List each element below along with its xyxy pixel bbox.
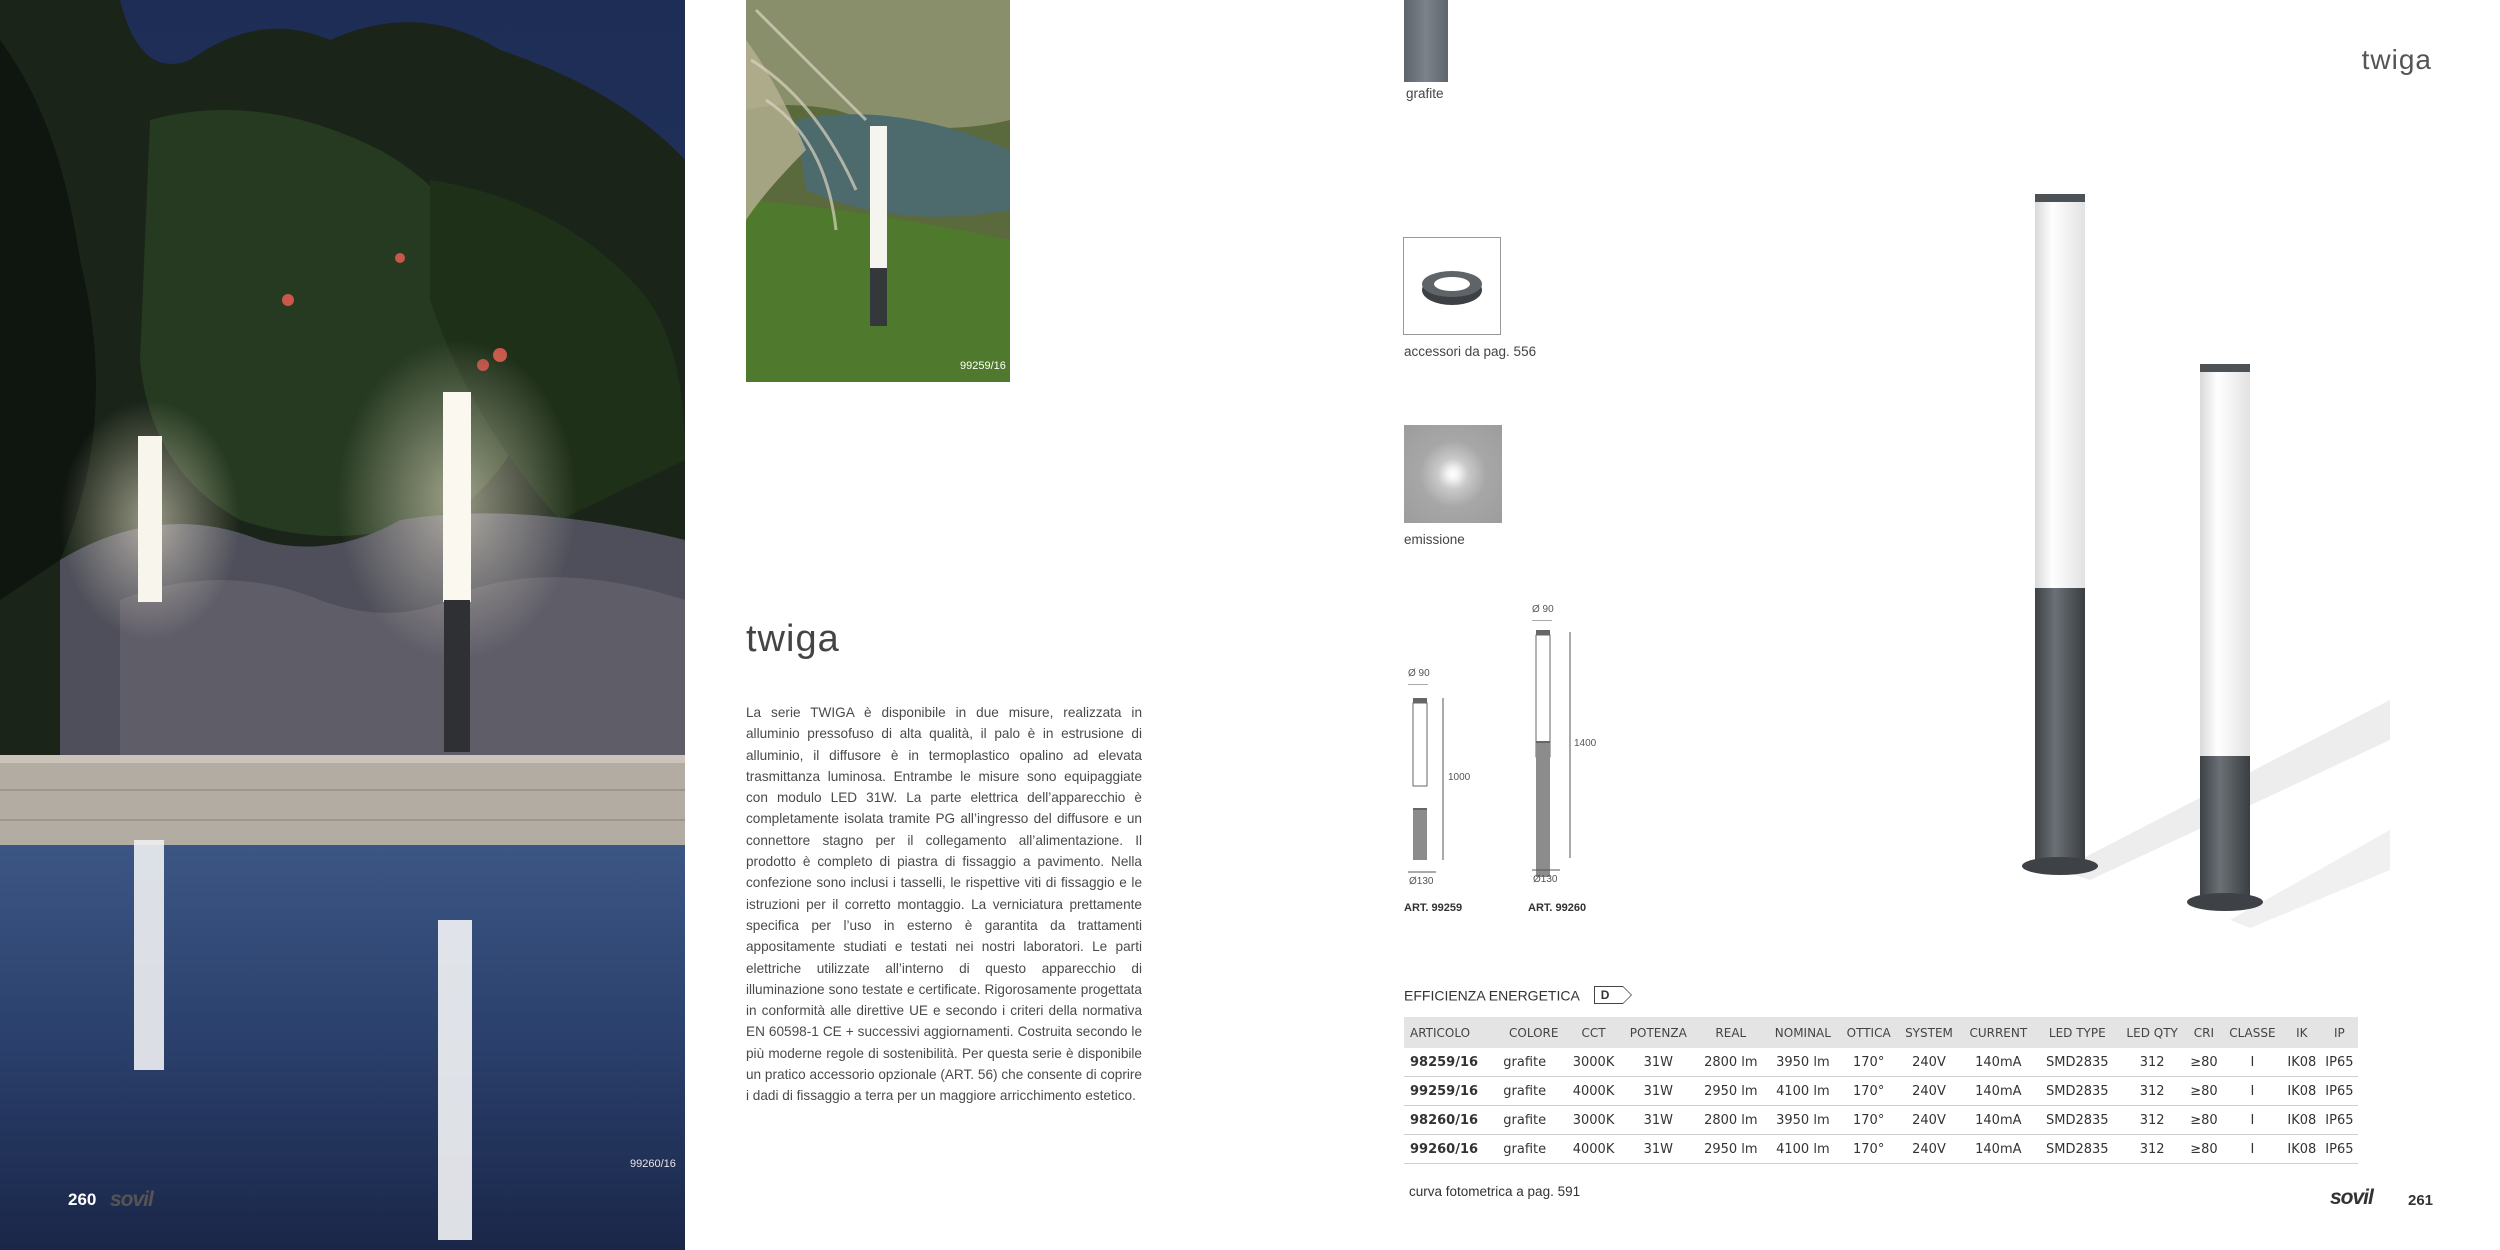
col-ip: IP (2321, 1017, 2358, 1048)
col-real: REAL (1696, 1017, 1766, 1048)
cell-articolo: 99260/16 (1404, 1135, 1501, 1164)
cell-potenza: 31W (1621, 1048, 1696, 1077)
cell-potenza: 31W (1621, 1135, 1696, 1164)
col-cri: CRI (2186, 1017, 2222, 1048)
cell-current: 140mA (1960, 1077, 2036, 1106)
emission-thumbnail (1404, 425, 1502, 523)
col-potenza: POTENZA (1621, 1017, 1696, 1048)
garden-photo-code: 99259/16 (960, 360, 1006, 372)
drawing-1-height: 1000 (1448, 772, 1471, 783)
cell-led-qty: 312 (2118, 1048, 2186, 1077)
cell-potenza: 31W (1621, 1077, 1696, 1106)
drawing-1-article: ART. 99259 (1404, 902, 1463, 914)
col-ik: IK (2283, 1017, 2321, 1048)
cell-current: 140mA (1960, 1106, 2036, 1135)
cell-real: 2800 lm (1696, 1106, 1766, 1135)
drawing-2-top-diameter: Ø 90 (1532, 604, 1554, 615)
cell-ip: IP65 (2321, 1106, 2358, 1135)
finish-swatch (1404, 0, 1448, 82)
page-title: twiga (2361, 44, 2432, 75)
cell-cct: 3000K (1566, 1048, 1621, 1077)
cell-ip: IP65 (2321, 1077, 2358, 1106)
cell-ik: IK08 (2283, 1106, 2321, 1135)
cell-classe: I (2222, 1077, 2283, 1106)
spec-table (1404, 1017, 2358, 1164)
table-row (1404, 1135, 2358, 1164)
cell-colore: grafite (1501, 1048, 1566, 1077)
photometric-curve-note: curva fotometrica a pag. 591 (1409, 1184, 1581, 1199)
table-header-row (1404, 1017, 2358, 1048)
col-ottica: OTTICA (1840, 1017, 1898, 1048)
cell-ottica: 170° (1840, 1048, 1898, 1077)
drawing-2 (1532, 620, 1602, 889)
cell-nominal: 4100 lm (1766, 1077, 1840, 1106)
cell-nominal: 4100 lm (1766, 1135, 1840, 1164)
cell-colore: grafite (1501, 1135, 1566, 1164)
cell-real: 2950 lm (1696, 1135, 1766, 1164)
cell-cct: 3000K (1566, 1106, 1621, 1135)
cell-cct: 4000K (1566, 1077, 1621, 1106)
cell-ip: IP65 (2321, 1048, 2358, 1077)
right-brand-logo: sovil (2330, 1186, 2373, 1209)
right-page-number: 261 (2408, 1192, 2434, 1209)
efficiency-label: EFFICIENZA ENERGETICA (1404, 987, 1580, 1004)
product-render (1990, 180, 2390, 940)
cell-classe: I (2222, 1106, 2283, 1135)
cell-system: 240V (1898, 1135, 1961, 1164)
cell-potenza: 31W (1621, 1106, 1696, 1135)
cell-articolo: 99259/16 (1404, 1077, 1501, 1106)
cell-cri: ≥80 (2186, 1135, 2222, 1164)
cell-cri: ≥80 (2186, 1048, 2222, 1077)
cell-ik: IK08 (2283, 1135, 2321, 1164)
cell-classe: I (2222, 1135, 2283, 1164)
drawing-1-base-diameter: Ø130 (1409, 876, 1434, 887)
cell-ottica: 170° (1840, 1106, 1898, 1135)
cell-led-qty: 312 (2118, 1077, 2186, 1106)
garden-photo (746, 0, 1010, 382)
drawing-2-article: ART. 99260 (1528, 902, 1587, 914)
accessories-label: accessori da pag. 556 (1404, 344, 1537, 359)
cell-nominal: 3950 lm (1766, 1106, 1840, 1135)
cell-led-type: SMD2835 (2036, 1077, 2118, 1106)
cell-classe: I (2222, 1048, 2283, 1077)
cell-ik: IK08 (2283, 1077, 2321, 1106)
cell-led-qty: 312 (2118, 1135, 2186, 1164)
left-brand-logo: sovil (110, 1188, 153, 1211)
cell-system: 240V (1898, 1048, 1961, 1077)
col-led-qty: LED QTY (2118, 1017, 2186, 1048)
cell-cri: ≥80 (2186, 1077, 2222, 1106)
energy-efficiency (1404, 986, 1623, 1004)
cell-colore: grafite (1501, 1106, 1566, 1135)
col-cct: CCT (1566, 1017, 1621, 1048)
cell-system: 240V (1898, 1077, 1961, 1106)
drawing-1 (1408, 684, 1478, 889)
cell-led-type: SMD2835 (2036, 1048, 2118, 1077)
cell-ip: IP65 (2321, 1135, 2358, 1164)
efficiency-class-badge: D (1594, 986, 1624, 1004)
left-page-number: 260 (68, 1190, 97, 1209)
accessory-thumbnail (1403, 237, 1501, 335)
drawing-2-base-diameter: Ø130 (1533, 874, 1558, 885)
col-classe: CLASSE (2222, 1017, 2283, 1048)
col-led-type: LED TYPE (2036, 1017, 2118, 1048)
col-articolo: ARTICOLO (1404, 1017, 1501, 1048)
product-description: La serie TWIGA è disponibile in due misure, realizzata in alluminio pressofuso di alta qualità, il palo è in estrusione di alluminio, il diffusore è in termoplastico opalino ad elevata trasmittanza luminosa. Entrambe le misure sono equipaggiate con modulo LED 31W. La parte elettrica dell’apparecchio è completamente isolata tramite PG all’ingresso del diffusore e un connettore stagno per il collegamento all’alimentazione. Il prodotto è completo di piastra di fissaggio a pavimento. Nella confezione sono inclusi i tasselli, le rispettive viti di fissaggio e le istruzioni per il corretto montaggio. La verniciatura prettamente specifica per l’uso in esterno è garantita da trattamenti appositamente studiati e testati nei nostri laboratori. Le parti elettriche utilizzate all’interno di questo apparecchio di illuminazione sono testate e certificate. Rigorosamente progettata in conformità alle direttive UE e secondo i criteri della normativa EN 60598-1 CE + successivi aggiornamenti. Costruita secondo le più moderne regole di sostenibilità. Per questa serie è disponibile un pratico accessorio opzionale (ART. 56) che consente di coprire i dadi di fissaggio a terra per un maggiore arricchimento estetico. (746, 705, 1142, 1104)
table-row (1404, 1077, 2358, 1106)
cell-real: 2800 lm (1696, 1048, 1766, 1077)
col-system: SYSTEM (1898, 1017, 1961, 1048)
table-row (1404, 1048, 2358, 1077)
cell-led-type: SMD2835 (2036, 1135, 2118, 1164)
product-title: twiga (746, 618, 840, 660)
cell-cri: ≥80 (2186, 1106, 2222, 1135)
left-photo-code: 99260/16 (630, 1158, 676, 1170)
cell-cct: 4000K (1566, 1135, 1621, 1164)
table-row (1404, 1106, 2358, 1135)
cell-current: 140mA (1960, 1048, 2036, 1077)
drawing-2-height: 1400 (1574, 738, 1597, 749)
cell-system: 240V (1898, 1106, 1961, 1135)
col-current: CURRENT (1960, 1017, 2036, 1048)
col-colore: COLORE (1501, 1017, 1566, 1048)
cell-colore: grafite (1501, 1077, 1566, 1106)
col-nominal: NOMINAL (1766, 1017, 1840, 1048)
cell-current: 140mA (1960, 1135, 2036, 1164)
emission-label: emissione (1404, 532, 1465, 547)
cell-led-type: SMD2835 (2036, 1106, 2118, 1135)
cell-nominal: 3950 lm (1766, 1048, 1840, 1077)
cell-ottica: 170° (1840, 1135, 1898, 1164)
left-night-photo (0, 0, 685, 1250)
drawing-1-top-diameter: Ø 90 (1408, 668, 1430, 679)
cell-real: 2950 lm (1696, 1077, 1766, 1106)
cell-ottica: 170° (1840, 1077, 1898, 1106)
cell-led-qty: 312 (2118, 1106, 2186, 1135)
finish-label: grafite (1406, 86, 1444, 101)
cell-articolo: 98259/16 (1404, 1048, 1501, 1077)
cell-articolo: 98260/16 (1404, 1106, 1501, 1135)
cell-ik: IK08 (2283, 1048, 2321, 1077)
